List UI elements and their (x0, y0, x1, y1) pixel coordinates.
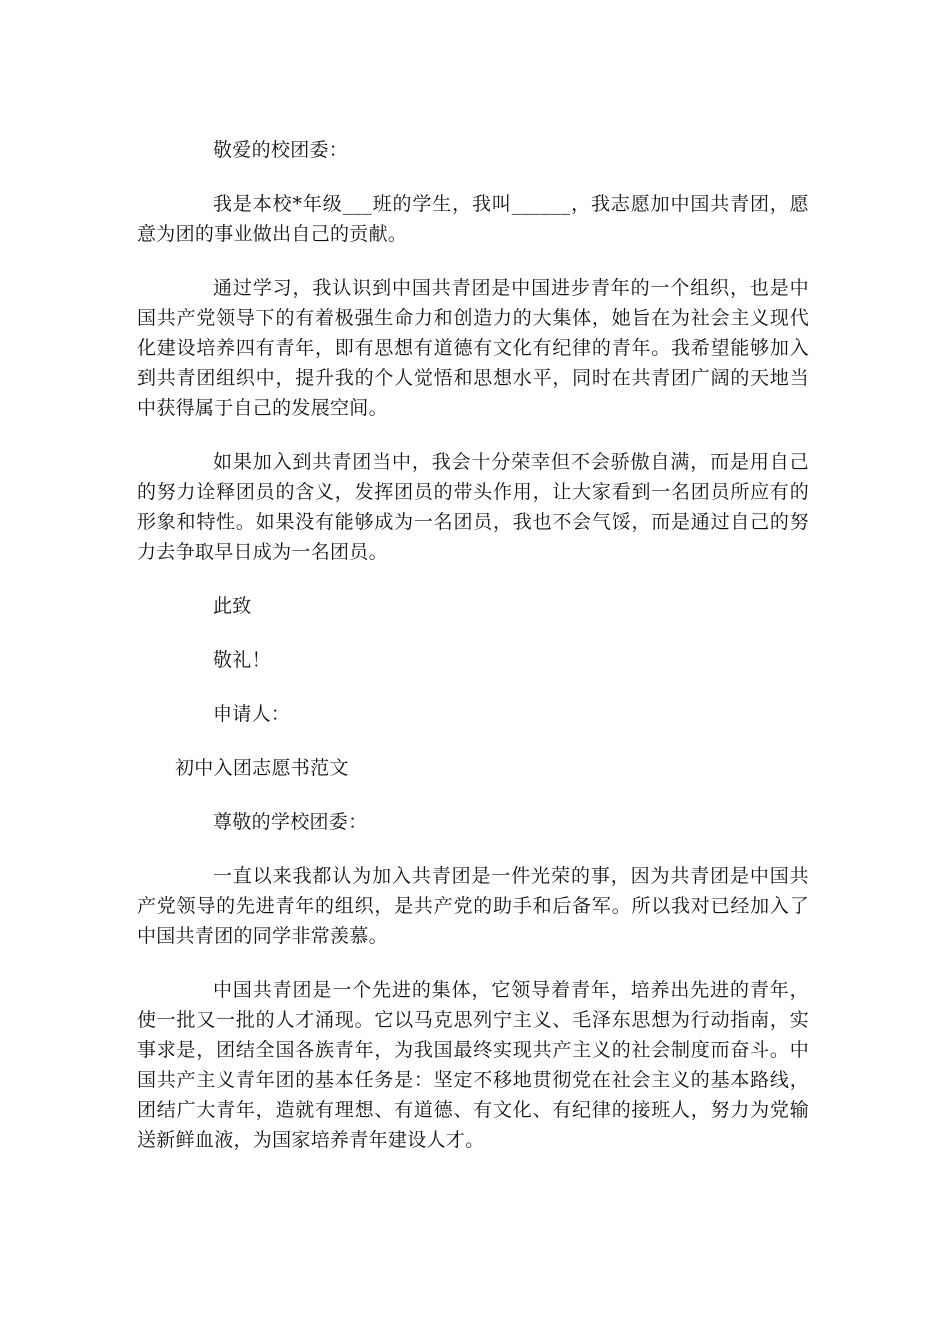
closing-line: 此致 (213, 595, 252, 617)
paragraph: 中国共青团是一个先进的集体，它领导着青年，培养出先进的青年，使一批又一批的人才涌现。它以马克思列宁主义、毛泽东思想为行动指南，实事求是，团结全国各族青年，为我国最终实现共产主义的社会制度而奋斗。中国共产主义青年团的基本任务是：坚定不移地贯彻党在社会主义的基本路线，团结广大青年，造就有理想、有道德、有文化、有纪律的接班人，努力为党输送新鲜血液，为国家培养青年建设人才。 (137, 979, 809, 1151)
paragraph: 如果加入到共青团当中，我会十分荣幸但不会骄傲自满，而是用自己的努力诠释团员的含义，发挥团员的带头作用，让大家看到一名团员所应有的形象和特性。如果没有能够成为一名团员，我也不会气馁，而是通过自己的努力去争取早日成为一名团员。 (137, 451, 809, 563)
paragraph: 一直以来我都认为加入共青团是一件光荣的事，因为共青团是中国共产党领导的先进青年的组织，是共产党的助手和后备军。所以我对已经加入了中国共青团的同学非常羡慕。 (137, 865, 809, 947)
salutation: 尊敬的学校团委： (213, 811, 368, 833)
closing-line: 敬礼！ (213, 649, 271, 671)
signature-line: 申请人： (213, 703, 291, 725)
paragraph: 我是本校*年级___班的学生，我叫______，我志愿加中国共青团，愿意为团的事业做出自己的贡献。 (137, 193, 809, 245)
section-heading: 初中入团志愿书范文 (175, 757, 349, 779)
salutation: 敬爱的校团委： (213, 139, 349, 161)
paragraph: 通过学习，我认识到中国共青团是中国进步青年的一个组织，也是中国共产党领导下的有着极强生命力和创造力的大集体，她旨在为社会主义现代化建设培养四有青年，即有思想有道德有文化有纪律的青年。我希望能够加入到共青团组织中，提升我的个人觉悟和思想水平，同时在共青团广阔的天地当中获得属于自己的发展空间。 (137, 277, 809, 419)
document-body (137, 135, 809, 1179)
